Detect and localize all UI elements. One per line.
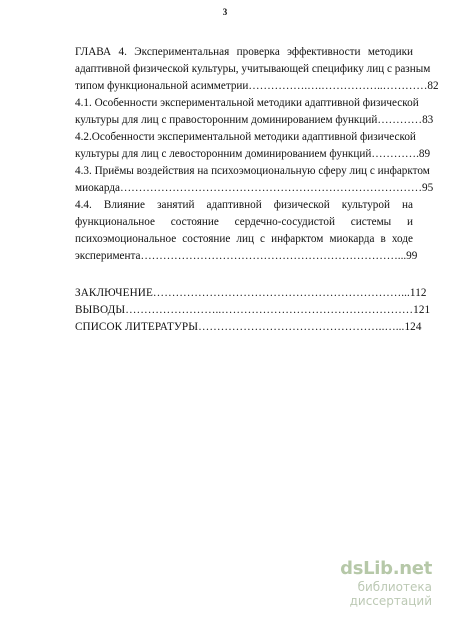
toc-entry-4-3[interactable]: [75, 163, 434, 197]
toc-line: культуры для лиц с правосторонним доминированием функций…………83: [75, 114, 434, 126]
toc-line: эксперимента……………………………………………………………...99: [75, 250, 418, 262]
watermark: [286, 558, 436, 608]
toc-entry-4-2[interactable]: [75, 129, 431, 163]
toc-line: психоэмоциональное состояние лиц с инфарктом миокарда в ходе: [75, 233, 413, 245]
toc-line: 4.3. Приёмы воздействия на психоэмоциональную сферу лиц с инфарктом: [75, 165, 430, 177]
toc-entry-4-1[interactable]: [75, 95, 434, 129]
toc-line: ГЛАВА 4. Экспериментальная проверка эффективности методики: [75, 46, 413, 58]
page-number: 3: [222, 7, 228, 17]
toc-line: ЗАКЛЮЧЕНИЕ…………………………………………………………...112: [75, 287, 427, 299]
toc-entry-4-4[interactable]: [75, 197, 418, 265]
toc-entry-references[interactable]: [75, 319, 422, 336]
toc-entry-chapter-4[interactable]: [75, 44, 439, 95]
toc-line: культуры для лиц с левосторонним доминированием функций………….89: [75, 148, 431, 160]
watermark-logo: dsLib.net: [340, 558, 432, 579]
table-of-contents: [75, 44, 439, 336]
toc-line: 4.4. Влияние занятий адаптивной физической культурой на: [75, 199, 413, 211]
toc-line: СПИСОК ЛИТЕРАТУРЫ…………………………………………..…...124: [75, 321, 422, 333]
toc-entry-findings[interactable]: [75, 302, 431, 319]
toc-line: типом функциональной асимметрии…………….….……………..…………82: [75, 80, 439, 92]
spacer: [75, 265, 413, 285]
toc-entry-conclusion[interactable]: [75, 285, 427, 302]
toc-line: 4.2.Особенности экспериментальной методики адаптивной физической: [75, 131, 416, 143]
toc-line: функциональное состояние сердечно-сосудистой системы и: [75, 216, 413, 228]
toc-line: миокарда………………………………………………………………………95: [75, 182, 434, 194]
watermark-subtitle: библиотека диссертаций: [349, 580, 432, 608]
toc-line: 4.1. Особенности экспериментальной методики адаптивной физической: [75, 97, 419, 109]
toc-line: ВЫВОДЫ……………………..……………………………………………121: [75, 304, 431, 316]
toc-line: адаптивной физической культуры, учитывающей специфику лиц с разным: [75, 63, 431, 75]
